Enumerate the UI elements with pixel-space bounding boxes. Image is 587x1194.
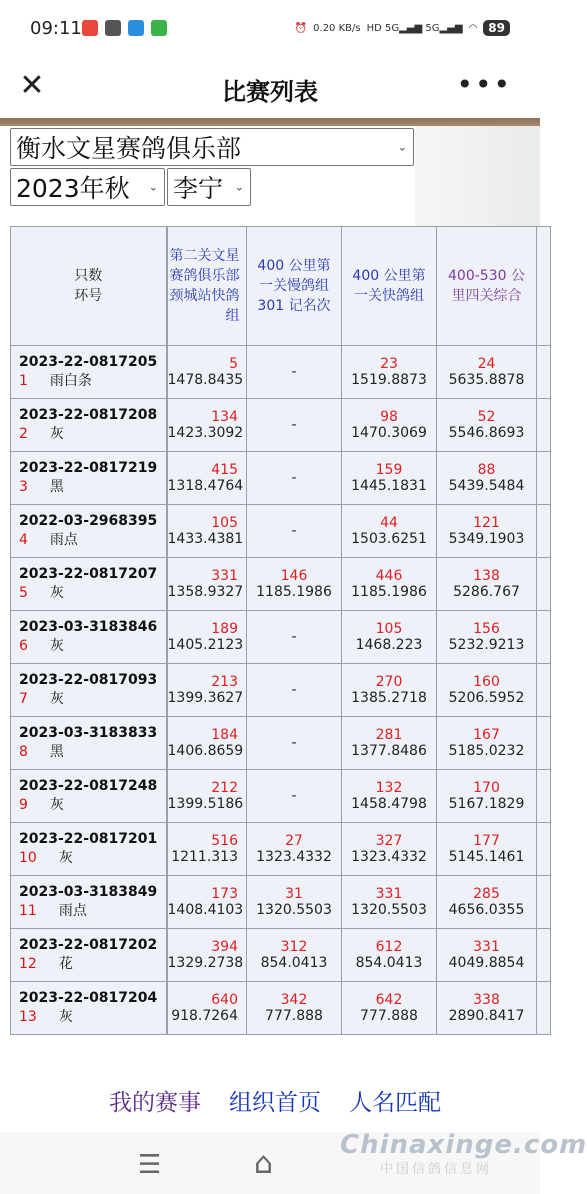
header-race-1[interactable]: 第二关文星赛鸽俱乐部颈城站快鸽组 — [167, 227, 247, 346]
header-race-3[interactable]: 400 公里第一关快鸽组 — [342, 227, 437, 346]
result-rank[interactable]: 189 — [211, 621, 238, 637]
result-speed: 5185.0232 — [448, 743, 525, 759]
overflow-cell — [537, 346, 551, 399]
result-rank[interactable]: 177 — [473, 833, 500, 849]
result-speed: 1323.4332 — [351, 849, 427, 865]
overflow-cell — [537, 558, 551, 611]
home-icon[interactable]: ⌂ — [254, 1146, 274, 1181]
row-index: 7 — [19, 691, 28, 707]
result-cell — [167, 558, 247, 611]
table-row[interactable] — [11, 770, 551, 823]
row-index: 1 — [19, 373, 28, 389]
result-cell — [247, 876, 342, 929]
result-speed: 1377.8486 — [351, 743, 427, 759]
bottom-links — [10, 1070, 540, 1130]
result-speed: 1320.5503 — [256, 902, 332, 918]
overflow-cell — [537, 452, 551, 505]
app-notification-icon — [105, 20, 121, 36]
ring-cell — [11, 717, 167, 770]
result-cell — [437, 982, 537, 1035]
results-table-container[interactable] — [10, 226, 540, 1048]
table-header-row — [11, 227, 551, 346]
result-rank[interactable]: 612 — [375, 939, 403, 955]
result-rank[interactable]: 52 — [477, 409, 496, 425]
result-rank[interactable]: 642 — [375, 992, 403, 1008]
ring-cell — [11, 823, 167, 876]
row-index: 10 — [19, 850, 37, 866]
overflow-cell — [537, 929, 551, 982]
result-speed: 1385.2718 — [351, 690, 427, 706]
result-speed: 777.888 — [360, 1008, 418, 1024]
ring-number: 2023-03-3183846 — [19, 619, 158, 635]
result-rank[interactable]: 270 — [375, 674, 403, 690]
ring-cell — [11, 505, 167, 558]
ring-number: 2023-22-0817207 — [19, 566, 158, 582]
result-cell — [342, 982, 437, 1035]
result-cell — [342, 505, 437, 558]
watermark-line2: 中国信鸽信息网 — [380, 1162, 493, 1177]
row-index: 9 — [19, 797, 28, 813]
ring-number: 2023-22-0817205 — [19, 354, 158, 370]
result-cell — [437, 717, 537, 770]
result-speed: 1478.8435 — [167, 372, 244, 388]
result-speed: 1211.313 — [171, 849, 238, 865]
result-speed: 5286.767 — [453, 584, 520, 600]
result-rank[interactable]: 121 — [473, 515, 500, 531]
ring-cell — [11, 452, 167, 505]
row-meta — [11, 529, 166, 549]
result-rank[interactable]: 23 — [380, 356, 398, 372]
header-race-2[interactable]: 400 公里第一关慢鸽组301 记名次 — [247, 227, 342, 346]
result-speed: 854.0413 — [260, 955, 328, 971]
result-speed: 1318.4764 — [167, 478, 244, 494]
result-cell — [167, 452, 247, 505]
row-meta — [11, 423, 166, 443]
result-rank[interactable]: 132 — [375, 780, 403, 796]
result-cell — [437, 399, 537, 452]
result-cell — [437, 664, 537, 717]
result-speed: 1185.1986 — [351, 584, 427, 600]
watermark-line1: Chinaxinge.com — [340, 1130, 587, 1160]
result-speed: 1470.3069 — [351, 425, 427, 441]
pigeon-color: 雨点 — [58, 903, 87, 919]
result-cell — [167, 346, 247, 399]
ring-number: 2023-22-0817219 — [19, 460, 158, 476]
net-speed: 0.20 KB/s — [313, 22, 361, 34]
result-rank[interactable]: 134 — [211, 409, 238, 425]
row-index: 11 — [19, 903, 37, 919]
result-speed: 1503.6251 — [351, 531, 427, 547]
result-rank[interactable]: 146 — [280, 568, 308, 584]
result-cell — [437, 558, 537, 611]
overflow-cell — [537, 823, 551, 876]
result-speed: 1185.1986 — [256, 584, 332, 600]
empty-result: - — [291, 682, 297, 698]
result-cell — [167, 929, 247, 982]
result-rank[interactable]: 415 — [211, 462, 238, 478]
empty-result: - — [291, 735, 297, 751]
result-rank[interactable]: 167 — [473, 727, 500, 743]
pigeon-color: 灰 — [49, 691, 64, 707]
result-cell — [167, 399, 247, 452]
result-speed: 1323.4332 — [256, 849, 332, 865]
pigeon-color: 灰 — [58, 850, 73, 866]
ring-number: 2023-22-0817248 — [19, 778, 158, 794]
result-cell — [342, 823, 437, 876]
status-app-icons — [82, 20, 167, 36]
row-meta — [11, 635, 166, 655]
chevron-down-icon: ⌄ — [397, 140, 407, 154]
result-cell — [342, 664, 437, 717]
result-speed: 1358.9327 — [167, 584, 244, 600]
result-speed: 5349.1903 — [448, 531, 525, 547]
result-speed: 1329.2738 — [167, 955, 244, 971]
ring-cell — [11, 399, 167, 452]
result-cell — [437, 505, 537, 558]
result-speed: 4656.0355 — [448, 902, 525, 918]
club-select[interactable] — [10, 128, 414, 166]
person-select-value: 李宁 — [173, 174, 224, 203]
table-row[interactable] — [11, 823, 551, 876]
pigeon-color: 灰 — [58, 1009, 73, 1025]
result-cell — [342, 558, 437, 611]
ring-cell — [11, 664, 167, 717]
result-rank[interactable]: 327 — [375, 833, 403, 849]
result-rank[interactable]: 342 — [280, 992, 308, 1008]
ring-number: 2023-22-0817093 — [19, 672, 158, 688]
row-meta — [11, 953, 166, 973]
empty-result: - — [291, 523, 297, 539]
result-speed: 777.888 — [265, 1008, 323, 1024]
row-index: 4 — [19, 532, 28, 548]
result-rank[interactable]: 98 — [380, 409, 398, 425]
ring-number: 2023-22-0817202 — [19, 937, 158, 953]
ring-number: 2022-03-2968395 — [19, 513, 158, 529]
result-cell — [342, 770, 437, 823]
table-row[interactable] — [11, 558, 551, 611]
result-speed: 5232.9213 — [448, 637, 525, 653]
table-row[interactable] — [11, 346, 551, 399]
pigeon-color: 灰 — [49, 585, 64, 601]
result-rank[interactable]: 285 — [473, 886, 500, 902]
signal-icon: HD 5G▂▄▆ 5G▂▄▆ — [366, 22, 463, 34]
result-cell — [247, 611, 342, 664]
pigeon-color: 灰 — [49, 797, 64, 813]
empty-result: - — [291, 417, 297, 433]
app-notification-icon — [128, 20, 144, 36]
battery-level: 89 — [483, 20, 510, 36]
status-indicators — [295, 20, 510, 36]
ring-cell — [11, 346, 167, 399]
result-cell — [167, 505, 247, 558]
season-select-value: 2023年秋 — [16, 174, 130, 203]
result-cell — [342, 452, 437, 505]
result-speed: 1468.223 — [355, 637, 423, 653]
table-row[interactable] — [11, 876, 551, 929]
header-ring-count — [11, 227, 167, 346]
result-rank[interactable]: 44 — [380, 515, 398, 531]
result-speed: 5167.1829 — [448, 796, 525, 812]
result-cell — [167, 717, 247, 770]
result-cell — [247, 558, 342, 611]
result-rank[interactable]: 312 — [280, 939, 308, 955]
result-speed: 1433.4381 — [167, 531, 244, 547]
result-speed: 1399.3627 — [167, 690, 244, 706]
row-index: 3 — [19, 479, 28, 495]
row-meta — [11, 1006, 166, 1026]
result-cell — [247, 399, 342, 452]
club-select-value: 衡水文星赛鸽俱乐部 — [16, 134, 242, 163]
wifi-icon: ◠ — [468, 22, 478, 34]
table-row[interactable] — [11, 982, 551, 1035]
person-select[interactable] — [167, 168, 251, 206]
page-title: 比赛列表 — [222, 78, 318, 106]
header-count-label: 只数 — [74, 268, 103, 284]
result-rank[interactable]: 105 — [211, 515, 238, 531]
ring-cell — [11, 876, 167, 929]
org-home-link[interactable]: 组织首页 — [229, 1089, 321, 1116]
result-cell — [437, 346, 537, 399]
result-cell — [342, 611, 437, 664]
ring-number: 2023-22-0817208 — [19, 407, 158, 423]
overflow-cell — [537, 982, 551, 1035]
result-speed: 854.0413 — [355, 955, 423, 971]
result-rank[interactable]: 640 — [211, 992, 238, 1008]
result-speed: 1399.5186 — [167, 796, 244, 812]
name-match-link[interactable]: 人名匹配 — [349, 1089, 441, 1116]
result-speed: 5439.5484 — [448, 478, 525, 494]
header-ring-label: 环号 — [74, 288, 103, 304]
result-cell — [437, 611, 537, 664]
result-cell — [167, 611, 247, 664]
ring-cell — [11, 611, 167, 664]
result-speed: 1423.3092 — [167, 425, 244, 441]
result-cell — [167, 770, 247, 823]
result-cell — [437, 823, 537, 876]
row-index: 6 — [19, 638, 28, 654]
result-speed: 5546.8693 — [448, 425, 525, 441]
result-rank[interactable]: 105 — [375, 621, 403, 637]
result-cell — [247, 982, 342, 1035]
row-meta — [11, 900, 166, 920]
header-overflow-cell — [537, 227, 551, 346]
row-meta — [11, 476, 166, 496]
ring-cell — [11, 982, 167, 1035]
more-icon[interactable]: ••• — [456, 68, 512, 101]
result-rank[interactable]: 31 — [285, 886, 303, 902]
overflow-cell — [537, 505, 551, 558]
header-background-image — [415, 126, 540, 226]
result-rank[interactable]: 338 — [473, 992, 500, 1008]
result-speed: 1458.4798 — [351, 796, 427, 812]
result-speed: 5145.1461 — [448, 849, 525, 865]
result-rank[interactable]: 159 — [375, 462, 403, 478]
table-row[interactable] — [11, 611, 551, 664]
pigeon-color: 雨点 — [49, 532, 78, 548]
result-cell — [167, 823, 247, 876]
result-rank[interactable]: 138 — [473, 568, 500, 584]
result-rank[interactable]: 446 — [375, 568, 403, 584]
table-row[interactable] — [11, 717, 551, 770]
result-speed: 1519.8873 — [351, 372, 427, 388]
result-rank[interactable]: 331 — [375, 886, 403, 902]
result-speed: 5206.5952 — [448, 690, 525, 706]
result-speed: 1445.1831 — [351, 478, 427, 494]
empty-result: - — [291, 470, 297, 486]
result-cell — [247, 929, 342, 982]
result-cell — [437, 452, 537, 505]
overflow-cell — [537, 876, 551, 929]
ring-cell — [11, 770, 167, 823]
result-rank[interactable]: 394 — [211, 939, 238, 955]
ring-cell — [11, 929, 167, 982]
result-cell — [247, 823, 342, 876]
overflow-cell — [537, 717, 551, 770]
menu-icon[interactable]: ☰ — [138, 1150, 162, 1180]
table-row[interactable] — [11, 664, 551, 717]
result-rank[interactable]: 331 — [473, 939, 500, 955]
result-speed: 4049.8854 — [448, 955, 525, 971]
row-meta — [11, 847, 166, 867]
result-rank[interactable]: 281 — [375, 727, 403, 743]
chevron-down-icon: ⌄ — [148, 180, 158, 194]
ring-number: 2023-22-0817204 — [19, 990, 158, 1006]
row-meta — [11, 741, 166, 761]
result-speed: 5635.8878 — [448, 372, 525, 388]
result-cell — [342, 717, 437, 770]
result-rank[interactable]: 170 — [473, 780, 500, 796]
result-rank[interactable]: 331 — [211, 568, 238, 584]
ring-number: 2023-22-0817201 — [19, 831, 158, 847]
result-rank[interactable]: 160 — [473, 674, 500, 690]
result-rank[interactable]: 184 — [211, 727, 238, 743]
pigeon-color: 灰 — [49, 638, 64, 654]
result-cell — [247, 505, 342, 558]
result-speed: 1405.2123 — [167, 637, 244, 653]
result-cell — [342, 399, 437, 452]
empty-result: - — [291, 364, 297, 380]
result-cell — [342, 876, 437, 929]
result-rank[interactable]: 213 — [211, 674, 238, 690]
result-cell — [167, 982, 247, 1035]
overflow-cell — [537, 770, 551, 823]
result-speed: 918.7264 — [171, 1008, 238, 1024]
overflow-cell — [537, 664, 551, 717]
row-index: 2 — [19, 426, 28, 442]
pigeon-color: 黑 — [49, 744, 64, 760]
result-cell — [247, 346, 342, 399]
table-row[interactable] — [11, 505, 551, 558]
pigeon-color: 黑 — [49, 479, 64, 495]
ring-number: 2023-03-3183849 — [19, 884, 158, 900]
pigeon-color: 雨白条 — [49, 373, 92, 389]
watermark — [340, 1130, 587, 1180]
pigeon-color: 灰 — [49, 426, 64, 442]
app-notification-icon — [151, 20, 167, 36]
ring-cell — [11, 558, 167, 611]
ring-number: 2023-03-3183833 — [19, 725, 158, 741]
result-speed: 1406.8659 — [167, 743, 244, 759]
row-index: 13 — [19, 1009, 37, 1025]
table-row[interactable] — [11, 929, 551, 982]
my-events-link[interactable]: 我的赛事 — [109, 1089, 201, 1116]
chevron-down-icon: ⌄ — [234, 180, 244, 194]
overflow-cell — [537, 611, 551, 664]
result-cell — [342, 929, 437, 982]
result-speed: 1320.5503 — [351, 902, 427, 918]
result-rank[interactable]: 88 — [477, 462, 496, 478]
title-bar — [0, 60, 540, 118]
overflow-cell — [537, 399, 551, 452]
result-rank[interactable]: 27 — [285, 833, 303, 849]
table-row[interactable] — [11, 452, 551, 505]
result-rank[interactable]: 173 — [211, 886, 238, 902]
result-cell — [167, 876, 247, 929]
alarm-icon: ⏰ — [294, 22, 308, 34]
result-rank[interactable]: 516 — [211, 833, 238, 849]
pigeon-color: 花 — [58, 956, 73, 972]
result-cell — [437, 770, 537, 823]
results-table — [10, 226, 551, 1035]
result-rank[interactable]: 24 — [477, 356, 496, 372]
table-row[interactable] — [11, 399, 551, 452]
result-cell — [247, 770, 342, 823]
result-cell — [247, 664, 342, 717]
row-index: 8 — [19, 744, 28, 760]
row-index: 12 — [19, 956, 37, 972]
app-notification-icon — [82, 20, 98, 36]
row-meta — [11, 370, 166, 390]
result-rank[interactable]: 212 — [211, 780, 238, 796]
result-speed: 2890.8417 — [448, 1008, 525, 1024]
result-rank[interactable]: 5 — [229, 356, 238, 372]
result-cell — [437, 929, 537, 982]
close-icon[interactable]: ✕ — [19, 68, 45, 103]
header-race-4[interactable]: 400-530 公里四关综合 — [437, 227, 537, 346]
result-speed: 1408.4103 — [167, 902, 244, 918]
result-cell — [437, 876, 537, 929]
result-cell — [167, 664, 247, 717]
row-index: 5 — [19, 585, 28, 601]
empty-result: - — [291, 629, 297, 645]
status-time: 09:11 — [30, 18, 82, 39]
result-rank[interactable]: 156 — [473, 621, 500, 637]
row-meta — [11, 582, 166, 602]
result-cell — [247, 452, 342, 505]
season-select[interactable] — [10, 168, 165, 206]
empty-result: - — [291, 788, 297, 804]
row-meta — [11, 794, 166, 814]
status-bar — [0, 0, 540, 60]
result-cell — [247, 717, 342, 770]
result-cell — [342, 346, 437, 399]
row-meta — [11, 688, 166, 708]
